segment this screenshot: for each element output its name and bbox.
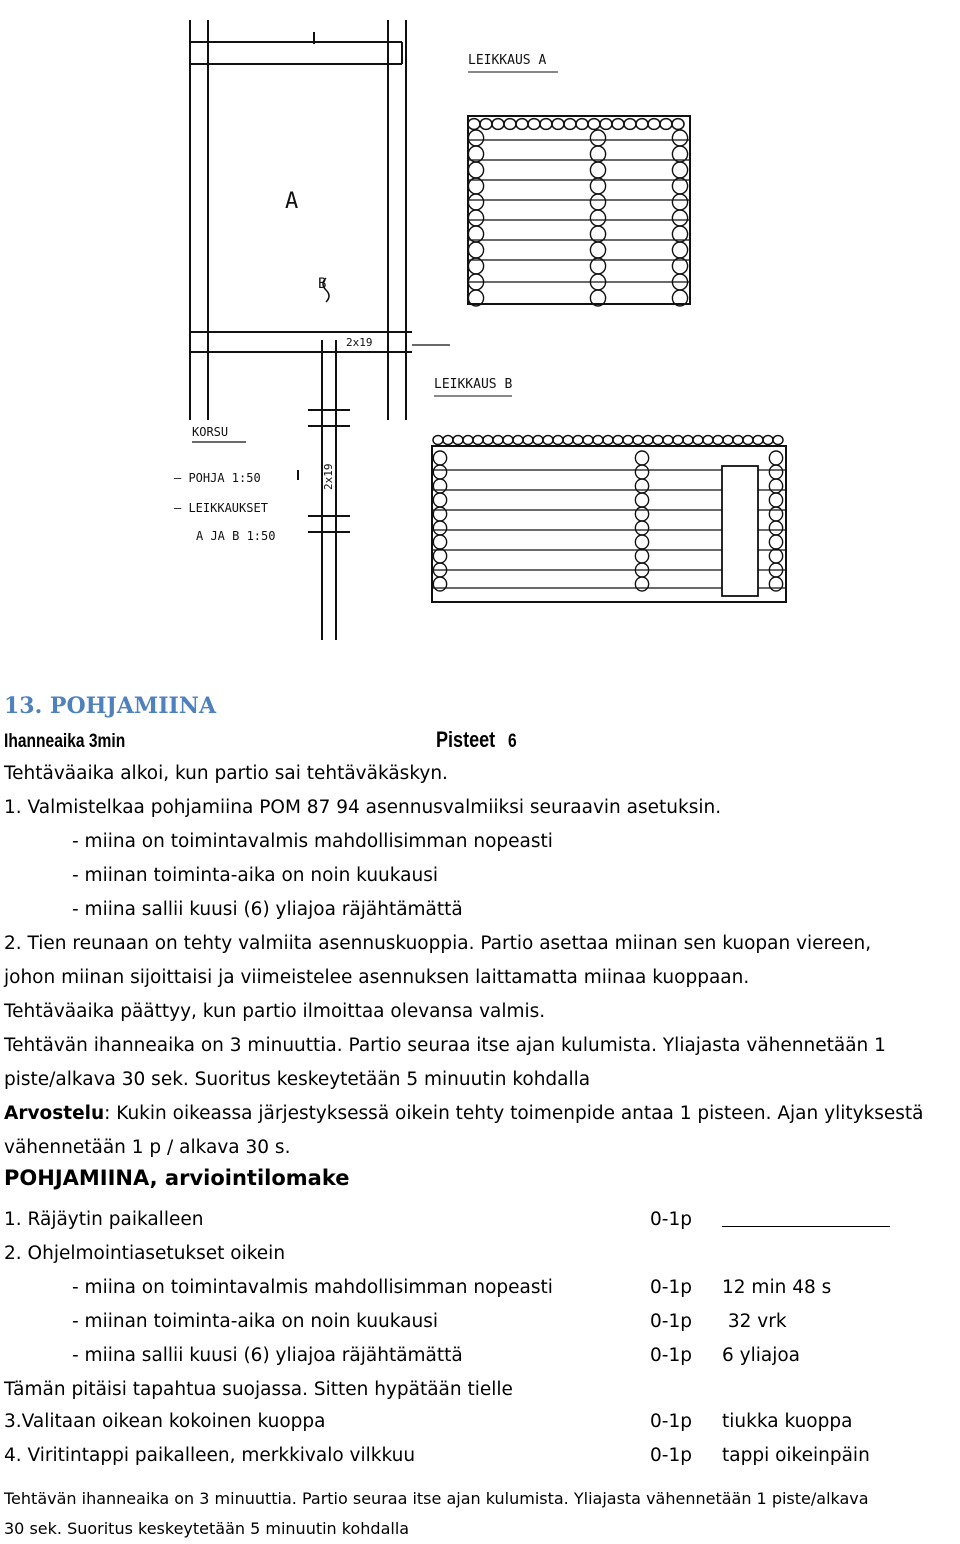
log-end [763, 436, 773, 445]
form-title: POHJAMIINA, arviointilomake [4, 1166, 350, 1190]
log-end [672, 119, 684, 130]
log-end [635, 521, 648, 535]
legend [174, 425, 275, 543]
log-end [523, 436, 533, 445]
log-end [769, 451, 782, 465]
log-end [613, 436, 623, 445]
grading-text: : Kukin oikeassa järjestyksessä oikein tehty toimenpide antaa 1 pisteen. Ajan ylityksestä [104, 1103, 924, 1124]
log-end [672, 210, 687, 226]
log-end [713, 436, 723, 445]
log-end [433, 535, 446, 549]
log-end [492, 119, 504, 130]
log-end [483, 436, 493, 445]
legend-title: KORSU [192, 425, 229, 439]
log-end [635, 479, 648, 493]
points-label: Pisteet [436, 727, 496, 752]
log-end [703, 436, 713, 445]
end-text: Tehtäväaika päättyy, kun partio ilmoittaa olevansa valmis. [4, 1001, 546, 1022]
log-end [576, 119, 588, 130]
log-end [636, 119, 648, 130]
log-end [773, 436, 783, 445]
log-end [564, 119, 576, 130]
log-end [563, 436, 573, 445]
log-end [528, 119, 540, 130]
footer-line-1: Tehtävän ihanneaika on 3 minuuttia. Partio seuraa itse ajan kulumista. Yliajasta vähennetään 1 piste/alkava [4, 1489, 869, 1508]
setting-1: - miina on toimintavalmis mahdollisimman nopeasti [72, 831, 553, 852]
log-end [635, 549, 648, 563]
log-end [533, 436, 543, 445]
ideal-time-label: Ihanneaika 3min [4, 731, 126, 752]
log-end [769, 507, 782, 521]
log-end [769, 493, 782, 507]
log-end [443, 436, 453, 445]
form-row-5-answer: 6 yliajoa [722, 1345, 801, 1366]
log-end [433, 507, 446, 521]
log-end [769, 521, 782, 535]
log-end [743, 436, 753, 445]
log-end [769, 577, 782, 591]
log-end [513, 436, 523, 445]
log-end [600, 119, 612, 130]
points-value: 6 [508, 731, 517, 752]
log-end [635, 577, 648, 591]
form-row-6-label: Tämän pitäisi tapahtua suojassa. Sitten hypätään tielle [4, 1379, 513, 1400]
log-end [769, 549, 782, 563]
log-end [624, 119, 636, 130]
log-end [653, 436, 663, 445]
mark-b-label: B [318, 276, 327, 292]
log-end [672, 130, 687, 146]
form-row-2-label: 2. Ohjelmointiasetukset oikein [4, 1243, 286, 1264]
log-end [693, 436, 703, 445]
dimension-label-2: 2x19 [322, 463, 335, 490]
step-2-line-2: johon miinan sijoittaisi ja viimeistelee asennuksen laittamatta miinaa kuoppaan. [4, 967, 750, 988]
log-end [723, 436, 733, 445]
log-end [453, 436, 463, 445]
section-a [468, 53, 690, 306]
log-end [433, 465, 446, 479]
log-end [672, 242, 687, 258]
section-b-label: LEIKKAUS B [434, 377, 513, 392]
log-end [593, 436, 603, 445]
log-end [463, 436, 473, 445]
log-end [468, 162, 483, 178]
form-row-8-points: 0-1p [650, 1445, 692, 1466]
log-end [635, 465, 648, 479]
log-end [504, 119, 516, 130]
form-row-3-answer: 12 min 48 s [722, 1277, 832, 1298]
grading-label: Arvostelu [4, 1103, 105, 1124]
form-row-4-label: - miinan toiminta-aika on noin kuukausi [72, 1311, 439, 1332]
log-end [516, 119, 528, 130]
log-end [590, 242, 605, 258]
log-end [433, 479, 446, 493]
log-end [635, 493, 648, 507]
form-row-3-label: - miina on toimintavalmis mahdollisimman nopeasti [72, 1277, 553, 1298]
log-end [433, 549, 446, 563]
log-end [583, 436, 593, 445]
form-row-1-label: 1. Räjäytin paikalleen [4, 1209, 204, 1230]
log-end [590, 130, 605, 146]
form-row-5-points: 0-1p [650, 1345, 692, 1366]
log-end [769, 535, 782, 549]
section-b [432, 377, 786, 602]
log-end [540, 119, 552, 130]
form-row-5-label: - miina sallii kuusi (6) yliajoa räjähtämättä [72, 1345, 463, 1366]
drawing-svg [150, 0, 810, 680]
grading-line-1 [4, 1102, 924, 1126]
log-end [769, 465, 782, 479]
legend-line-1: – POHJA 1:50 [174, 471, 261, 485]
log-end [433, 493, 446, 507]
log-end [633, 436, 643, 445]
log-end [433, 436, 443, 445]
log-end [733, 436, 743, 445]
log-end [468, 119, 480, 130]
task-title: 13. POHJAMIINA [4, 693, 217, 719]
form-row-1-points: 0-1p [650, 1209, 692, 1230]
log-end [503, 436, 513, 445]
form-row-3-points: 0-1p [650, 1277, 692, 1298]
log-end [623, 436, 633, 445]
form-row-4-points: 0-1p [650, 1311, 692, 1332]
technical-drawing [150, 0, 810, 680]
log-end [635, 507, 648, 521]
log-end [603, 436, 613, 445]
log-end [753, 436, 763, 445]
answer-blank-line [722, 1226, 890, 1227]
log-end [433, 577, 446, 591]
log-end [468, 130, 483, 146]
log-end [663, 436, 673, 445]
form-row-8-label: 4. Viritintappi paikalleen, merkkivalo vilkkuu [4, 1445, 416, 1466]
log-end [673, 436, 683, 445]
log-end [672, 162, 687, 178]
log-end [573, 436, 583, 445]
floor-plan [190, 20, 450, 640]
log-end [590, 194, 605, 210]
form-row-4-answer: 32 vrk [722, 1311, 787, 1332]
step-1-text: 1. Valmistelkaa pohjamiina POM 87 94 asennusvalmiiksi seuraavin asetuksin. [4, 797, 722, 818]
log-end [769, 479, 782, 493]
footer-line-2: 30 sek. Suoritus keskeytetään 5 minuutin kohdalla [4, 1519, 410, 1538]
log-end [480, 119, 492, 130]
log-end [590, 210, 605, 226]
log-end [660, 119, 672, 130]
log-end [433, 451, 446, 465]
log-end [672, 194, 687, 210]
legend-line-2: – LEIKKAUKSET [174, 501, 268, 515]
log-end [543, 436, 553, 445]
setting-2: - miinan toiminta-aika on noin kuukausi [72, 865, 439, 886]
log-end [635, 535, 648, 549]
log-end [635, 451, 648, 465]
log-end [588, 119, 600, 130]
step-2-line-1: 2. Tien reunaan on tehty valmiita asennuskuoppia. Partio asettaa miinan sen kuopan viereen, [4, 933, 872, 954]
log-end [493, 436, 503, 445]
log-end [643, 436, 653, 445]
dimension-label-1: 2x19 [346, 336, 373, 349]
form-row-8-answer: tappi oikeinpäin [722, 1445, 870, 1466]
log-end [468, 210, 483, 226]
form-row-7-points: 0-1p [650, 1411, 692, 1432]
form-row-7-label: 3.Valitaan oikean kokoinen kuoppa [4, 1411, 326, 1432]
log-end [468, 194, 483, 210]
log-end [468, 242, 483, 258]
mark-a-label: A [285, 189, 299, 214]
setting-3: - miina sallii kuusi (6) yliajoa räjähtämättä [72, 899, 463, 920]
log-end [553, 436, 563, 445]
form-row-7-answer: tiukka kuoppa [722, 1411, 853, 1432]
log-end [473, 436, 483, 445]
grading-line-2: vähennetään 1 p / alkava 30 s. [4, 1137, 291, 1158]
log-end [590, 162, 605, 178]
start-text: Tehtäväaika alkoi, kun partio sai tehtäväkäskyn. [4, 763, 448, 784]
log-end [648, 119, 660, 130]
section-a-label: LEIKKAUS A [468, 53, 547, 68]
ideal-time-line-2: piste/alkava 30 sek. Suoritus keskeytetään 5 minuutin kohdalla [4, 1069, 591, 1090]
log-end [683, 436, 693, 445]
log-end [552, 119, 564, 130]
door-opening [722, 466, 758, 596]
legend-line-3: A JA B 1:50 [196, 529, 276, 543]
log-end [612, 119, 624, 130]
log-end [433, 521, 446, 535]
ideal-time-line-1: Tehtävän ihanneaika on 3 minuuttia. Partio seuraa itse ajan kulumista. Yliajasta vähennetään 1 [4, 1035, 886, 1056]
